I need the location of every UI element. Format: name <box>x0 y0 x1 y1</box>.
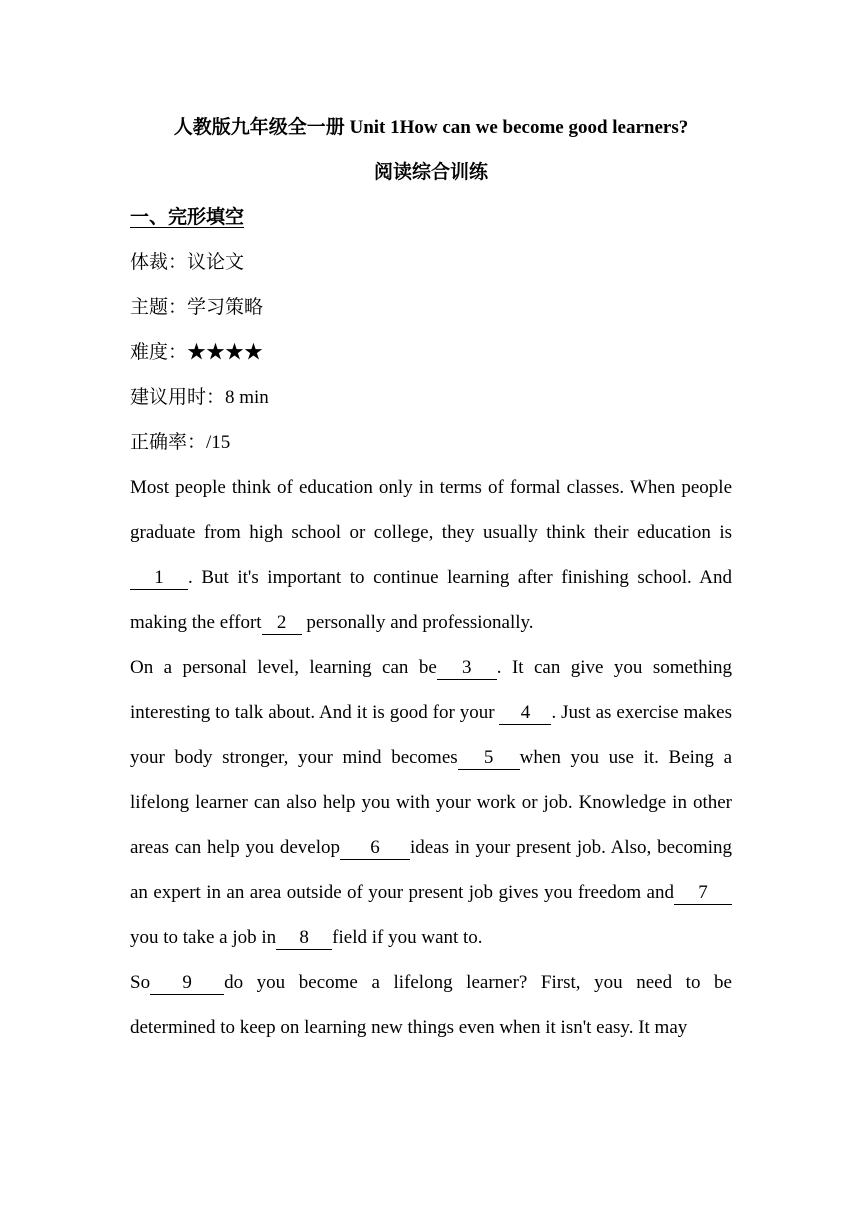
passage-text: you to take a job in <box>130 927 277 948</box>
document-page <box>130 105 732 1050</box>
passage-paragraph-3 <box>130 960 732 1050</box>
document-subtitle: 阅读综合训练 <box>373 162 488 183</box>
meta-genre: 体裁：议论文 <box>130 252 245 273</box>
blank-5: 5 <box>458 747 520 770</box>
meta-time: 建议用时：8 min <box>130 387 269 408</box>
passage-paragraph-2 <box>130 645 732 960</box>
blank-7: 7 <box>674 882 732 905</box>
passage-text: . But it's important to continue learning after finishing school. And making the effort <box>130 567 732 633</box>
passage-text: So <box>130 972 151 993</box>
passage-text: ideas in your present job. Also, becoming an expert in an area outside of your present job gives you freedom and <box>130 837 733 903</box>
blank-3: 3 <box>437 657 497 680</box>
meta-difficulty: 难度：★★★★ <box>130 342 264 363</box>
passage-text: . It can give you something interesting to talk about. And it is good for your <box>130 657 732 723</box>
passage-text: Most people think of education only in terms of formal classes. When people graduate from high school or college, they usually think their education is <box>130 477 732 543</box>
passage-text: On a personal level, learning can be <box>130 657 437 678</box>
meta-accuracy: 正确率：/15 <box>130 432 231 453</box>
passage-text: personally and professionally. <box>301 612 534 633</box>
blank-6: 6 <box>340 837 410 860</box>
blank-1: 1 <box>130 567 188 590</box>
passage-paragraph-1 <box>130 465 732 645</box>
meta-topic: 主题：学习策略 <box>130 297 264 318</box>
blank-4: 4 <box>499 702 551 725</box>
section-heading <box>130 195 732 240</box>
section-heading-text: 一、完形填空 <box>130 207 245 228</box>
passage-text: . Just as exercise makes your body stronger, your mind becomes <box>130 702 732 768</box>
document-title: 人教版九年级全一册 Unit 1How can we become good learners? <box>173 117 689 138</box>
passage-text: do you become a lifelong learner? First, you need to be determined to keep on learning new things even when it isn't easy. It may <box>130 972 732 1038</box>
passage-text: field if you want to. <box>332 927 483 948</box>
passage-text: when you use it. Being a lifelong learner can also help you with your work or job. Knowledge in other areas can help you develop <box>130 747 733 858</box>
blank-2: 2 <box>262 612 302 635</box>
blank-8: 8 <box>276 927 332 950</box>
blank-9: 9 <box>150 972 224 995</box>
